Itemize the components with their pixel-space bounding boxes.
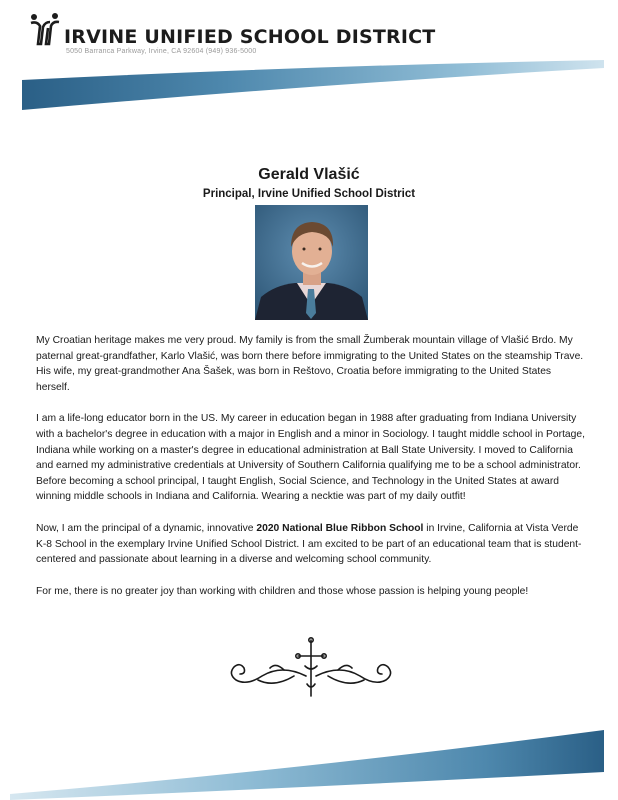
principal-title: Principal, Irvine Unified School District [202,188,416,200]
paragraph-closing: For me, there is no greater joy than working with children and those whose passion is helping young people! [36,585,529,597]
paragraph-current-role [36,521,586,568]
district-name: IRVINE UNIFIED SCHOOL DISTRICT [64,26,436,48]
district-logo-icon [30,10,60,46]
principal-photo [255,205,368,320]
paragraph-heritage: My Croatian heritage makes me very proud. My family is from the small Žumberak mountain village of Vlašić Brdo. My paternal great-grandfather, Karlo Vlašić, was born there before immigrating to the United States on the steamship Trave. His wife, my great-grandmother Ana Šašek, was born in Reštovo, Croatia before immigrating to the United States herself. [36,335,584,393]
paragraph-current-role-start: Now, I am the principal of a dynamic, innovative [36,522,257,534]
district-address: 5050 Barranca Parkway, Irvine, CA 92604 (949) 936-5000 [66,48,257,55]
paragraph-career: I am a life-long educator born in the US. My career in education began in 1988 after graduating from Indiana University with a bachelor's degree in education with a major in English and a minor in Sociology. I taught middle school in Portage, Indiana while working on a master's degree in educational administration at Ball State University. I moved to California and earned my administrative credentials at University of Southern California qualifying me to be a school administrator. Before becoming a school principal, I taught English, Social Science, and Technology in the United States at award winning middle schools in Indiana and California. Wearing a necktie was part of my daily outfit! [36,413,585,503]
letter-body [36,333,586,615]
bottom-banner [0,728,618,800]
cross-scroll-flourish-icon [222,636,400,700]
paragraph-current-role-end: in Irvine, California at Vista Verde K-8 School in the exemplary Irvine Unified School District. I am excited to be part of an educational team that is student-centered and passionate about learning in a diverse and welcoming school community. [36,522,582,566]
principal-name: Gerald Vlašić [258,166,360,183]
top-banner [0,58,618,118]
blue-ribbon-highlight: 2020 National Blue Ribbon School [256,522,424,534]
